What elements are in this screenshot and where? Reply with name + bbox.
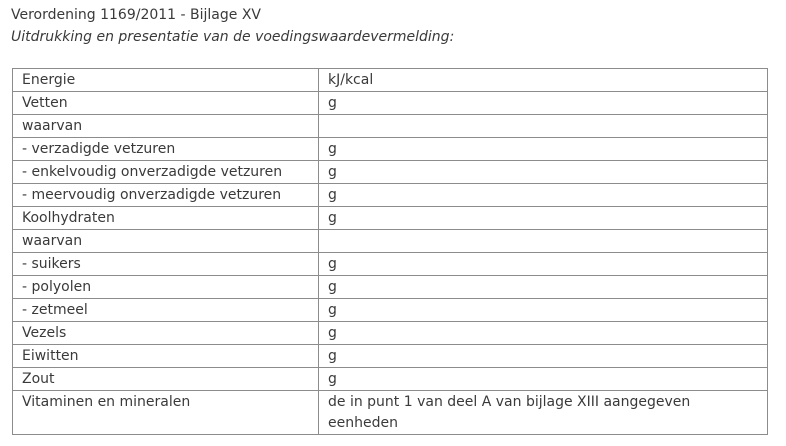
nutrient-label: - polyolen bbox=[13, 276, 319, 299]
nutrient-label: Koolhydraten bbox=[13, 207, 319, 230]
nutrient-label: waarvan bbox=[13, 230, 319, 253]
table-row bbox=[13, 230, 768, 253]
nutrient-label: Zout bbox=[13, 368, 319, 391]
table-row bbox=[13, 253, 768, 276]
nutrient-label: - meervoudig onverzadigde vetzuren bbox=[13, 184, 319, 207]
regulation-title: Verordening 1169/2011 - Bijlage XV bbox=[11, 7, 261, 23]
nutrient-unit: g bbox=[319, 161, 768, 184]
nutrient-label: - zetmeel bbox=[13, 299, 319, 322]
table-row bbox=[13, 69, 768, 92]
table-row bbox=[13, 391, 768, 435]
nutrient-label: Eiwitten bbox=[13, 345, 319, 368]
nutrient-label: - enkelvoudig onverzadigde vetzuren bbox=[13, 161, 319, 184]
nutrient-label: Vezels bbox=[13, 322, 319, 345]
nutrient-unit: g bbox=[319, 299, 768, 322]
nutrient-label: Energie bbox=[13, 69, 319, 92]
nutrient-unit: kJ/kcal bbox=[319, 69, 768, 92]
nutrient-unit: g bbox=[319, 322, 768, 345]
nutrient-label: waarvan bbox=[13, 115, 319, 138]
table-row bbox=[13, 184, 768, 207]
nutrient-unit: g bbox=[319, 368, 768, 391]
nutrient-unit bbox=[319, 230, 768, 253]
document-header bbox=[11, 4, 454, 48]
table-row bbox=[13, 138, 768, 161]
table-row bbox=[13, 345, 768, 368]
nutrient-unit: de in punt 1 van deel A van bijlage XIII aangegeven eenheden bbox=[319, 391, 768, 435]
nutrient-unit bbox=[319, 115, 768, 138]
nutrient-label: Vetten bbox=[13, 92, 319, 115]
nutrient-unit: g bbox=[319, 184, 768, 207]
regulation-subtitle: Uitdrukking en presentatie van de voedingswaardevermelding: bbox=[11, 29, 455, 45]
nutrient-label: - verzadigde vetzuren bbox=[13, 138, 319, 161]
nutrient-label: - suikers bbox=[13, 253, 319, 276]
nutrient-unit: g bbox=[319, 207, 768, 230]
nutrient-label: Vitaminen en mineralen bbox=[13, 391, 319, 435]
nutrient-unit: g bbox=[319, 276, 768, 299]
table-row bbox=[13, 368, 768, 391]
table-row bbox=[13, 276, 768, 299]
nutrient-unit: g bbox=[319, 253, 768, 276]
table-row bbox=[13, 322, 768, 345]
nutrient-unit: g bbox=[319, 138, 768, 161]
table-row bbox=[13, 92, 768, 115]
table-row bbox=[13, 299, 768, 322]
table-row bbox=[13, 207, 768, 230]
table-row bbox=[13, 161, 768, 184]
nutrition-table bbox=[12, 68, 768, 435]
table-row bbox=[13, 115, 768, 138]
nutrient-unit: g bbox=[319, 92, 768, 115]
nutrient-unit: g bbox=[319, 345, 768, 368]
